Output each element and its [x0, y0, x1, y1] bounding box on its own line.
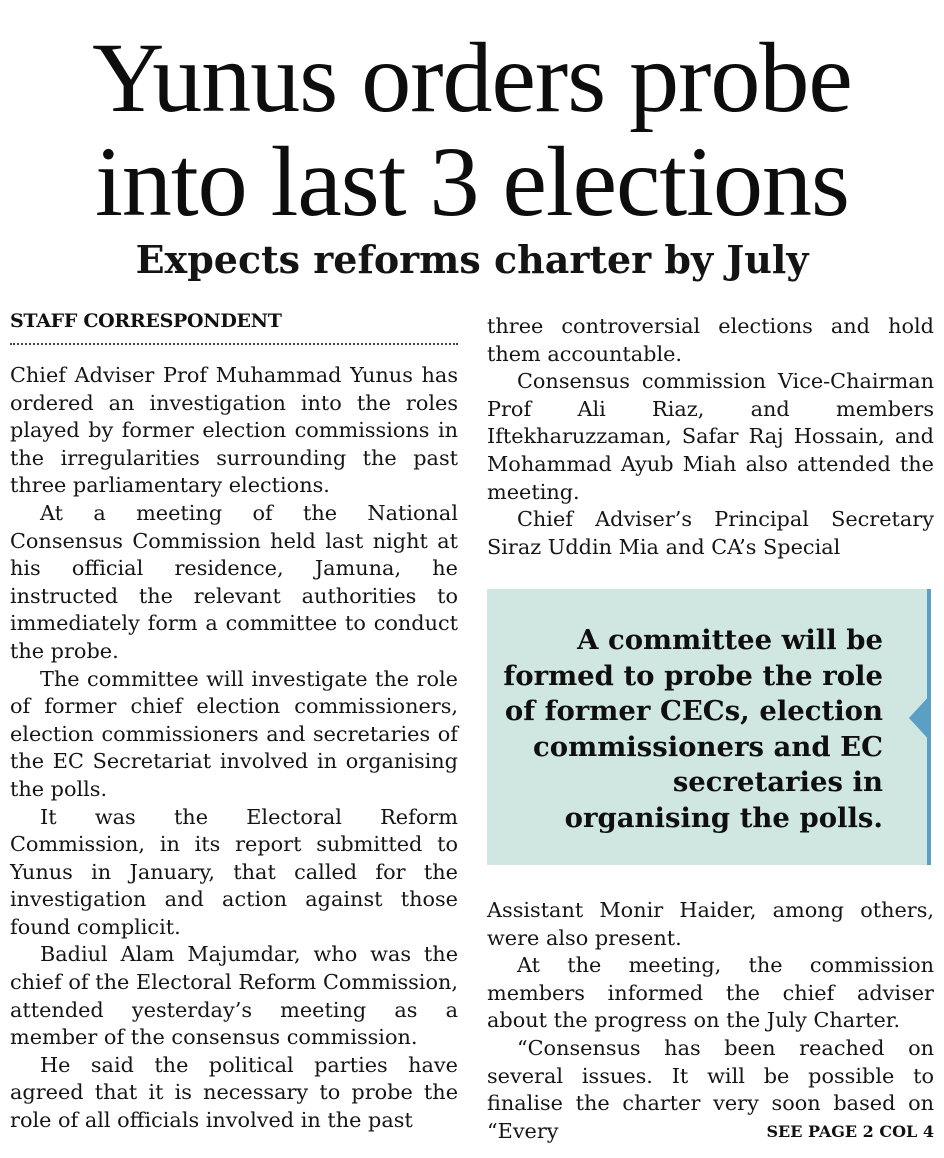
- headline: [0, 22, 944, 237]
- byline: STAFF CORRESPONDENT: [10, 310, 282, 332]
- headline-line-2: into last 3 elections: [95, 126, 849, 237]
- paragraph: Assistant Monir Haider, among others, were also present.: [487, 898, 934, 950]
- paragraph: three controversial elections and hold them accountable.: [487, 314, 934, 366]
- pull-quote-arrow-icon: [909, 694, 931, 742]
- paragraph: The committee will investigate the role of former chief election commissioners, election commissioners and secretaries of the EC Secretariat involved in organising the polls.: [10, 666, 458, 801]
- headline-line-1: Yunus orders probe: [92, 22, 852, 133]
- paragraph: He said the political parties have agreed that it is necessary to probe the role of all officials involved in the past: [10, 1052, 458, 1133]
- paragraph: Badiul Alam Majumdar, who was the chief of the Electoral Reform Commission, attended yesterday’s meeting as a member of the consensus commission.: [10, 942, 458, 1050]
- pull-quote-text: A committee will be formed to probe the role of former CECs, election commissioners and EC secretaries in organising the polls.: [503, 624, 883, 834]
- byline-divider: [10, 343, 458, 345]
- paragraph: It was the Electoral Reform Commission, in its report submitted to Yunus in January, that called for the investigation and action against those found complicit.: [10, 804, 458, 939]
- left-column: [10, 362, 458, 1135]
- paragraph: Chief Adviser’s Principal Secretary Siraz Uddin Mia and CA’s Special: [487, 507, 934, 559]
- continuation-link[interactable]: SEE PAGE 2 COL 4: [766, 1122, 934, 1141]
- subheadline: Expects reforms charter by July: [135, 237, 809, 282]
- right-column-bottom: [487, 897, 934, 1145]
- right-column-top: [487, 313, 934, 561]
- paragraph: Consensus commission Vice-Chairman Prof Ali Riaz, and members Iftekharuzzaman, Safar Raj Hossain, and Mohammad Ayub Miah also attended the meeting.: [487, 369, 934, 504]
- paragraph: At the meeting, the commission members informed the chief adviser about the progress on the July Charter.: [487, 953, 934, 1033]
- paragraph: Chief Adviser Prof Muhammad Yunus has ordered an investigation into the roles played by former election commissions in the irregularities surrounding the past three parliamentary elections.: [10, 363, 458, 498]
- paragraph: “Consensus has been reached on several issues. It will be possible to finalise the charter very soon based on “Every: [487, 1035, 934, 1143]
- paragraph: At a meeting of the National Consensus Commission held last night at his official residence, Jamuna, he instructed the relevant authorities to immediately form a committee to conduct the probe.: [10, 500, 458, 663]
- pull-quote-box: [487, 589, 931, 865]
